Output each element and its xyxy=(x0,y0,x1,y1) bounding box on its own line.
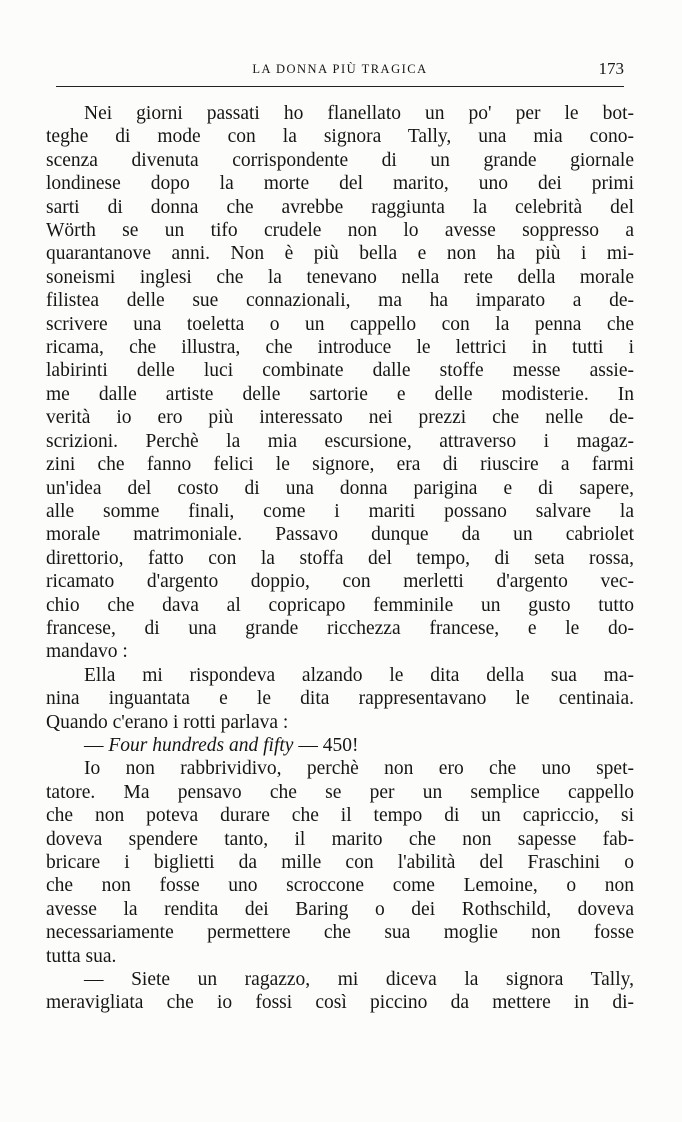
text-line: doveva spendere tanto, il marito che non sapesse fab- xyxy=(46,828,634,850)
text-line: Quando c'erano i rotti parlava : xyxy=(46,711,289,733)
text-line: bricare i biglietti da mille con l'abilità del Fraschini o xyxy=(46,852,634,873)
text-line: chio che dava al copricapo femminile un gusto tutto xyxy=(46,594,634,616)
text-line: avesse la rendita dei Baring o dei Rothschild, doveva xyxy=(46,898,634,920)
text-line: londinese dopo la morte del marito, uno dei primi xyxy=(46,173,634,195)
quote-italic: Four hundreds and fifty xyxy=(108,734,294,756)
text-line: teghe di mode con la signora Tally, una mia cono- xyxy=(46,126,634,148)
text-line: Ella mi rispondeva alzando le dita della sua ma- xyxy=(84,664,634,686)
quote-close: — 450! xyxy=(293,734,359,756)
text-line: necessariamente permettere che sua moglie non fosse xyxy=(46,922,634,944)
text-line: labirinti delle luci combinate dalle stoffe messe assie- xyxy=(46,360,634,382)
header-rule xyxy=(56,86,624,87)
text-line: Io non rabbrividivo, perchè non ero che uno spet- xyxy=(84,758,634,780)
text-line: scenza divenuta corrispondente di un grande giornale xyxy=(46,149,634,171)
text-line: soneismi inglesi che la tenevano nella rete della morale xyxy=(46,266,634,288)
text-line: — Siete un ragazzo, mi diceva la signora Tally, xyxy=(84,969,634,991)
text-line: ricamato d'argento doppio, con merletti d'argento vec- xyxy=(46,571,634,593)
text-line: quarantanove anni. Non è più bella e non ha più i mi- xyxy=(46,243,634,265)
text-line: alle somme finali, come i mariti possano salvare la xyxy=(46,500,634,522)
page-header xyxy=(56,60,624,86)
text-line: francese, di una grande ricchezza francese, e le do- xyxy=(46,617,634,639)
text-line: mandavo : xyxy=(46,641,128,663)
text-line: che non fosse uno scroccone come Lemoine, o non xyxy=(46,875,634,897)
running-title: LA DONNA PIÙ TRAGICA xyxy=(252,62,428,76)
text-line: sarti di donna che avrebbe raggiunta la celebrità del xyxy=(46,196,634,218)
text-line: ricama, che illustra, che introduce le lettrici in tutti i xyxy=(46,337,634,359)
text-line: meravigliata che io fossi così piccino da mettere in di- xyxy=(46,992,634,1014)
text-line: me dalle artiste delle sartorie e delle modisterie. In xyxy=(46,383,634,405)
text-line: tutta sua. xyxy=(46,945,117,967)
text-line: un'idea del costo di una donna parigina e di sapere, xyxy=(46,477,634,499)
text-line: Nei giorni passati ho flanellato un po' per le bot- xyxy=(84,103,634,124)
text-line: zini che fanno felici le signore, era di riuscire a farmi xyxy=(46,454,634,476)
quote-line xyxy=(46,734,634,757)
text-line: che non poteva durare che il tempo di un capriccio, si xyxy=(46,805,634,827)
body-text xyxy=(46,102,634,1015)
text-line: morale matrimoniale. Passavo dunque da un cabriolet xyxy=(46,524,634,546)
text-line: Wörth se un tifo crudele non lo avesse soppresso a xyxy=(46,220,634,242)
page-number: 173 xyxy=(598,59,624,78)
text-line: scrivere una toeletta o un cappello con la penna che xyxy=(46,313,634,335)
text-line: tatore. Ma pensavo che se per un semplice cappello xyxy=(46,781,634,803)
text-line: direttorio, fatto con la stoffa del tempo, di seta rossa, xyxy=(46,547,634,569)
text-line: nina inguantata e le dita rappresentavano le centinaia. xyxy=(46,688,634,710)
text-line: scrizioni. Perchè la mia escursione, attraverso i magaz- xyxy=(46,430,634,452)
text-line: verità io ero più interessato nei prezzi che nelle de- xyxy=(46,407,634,429)
quote-dash-open: — xyxy=(84,734,109,756)
text-line: filistea delle sue connazionali, ma ha imparato a de- xyxy=(46,290,634,312)
